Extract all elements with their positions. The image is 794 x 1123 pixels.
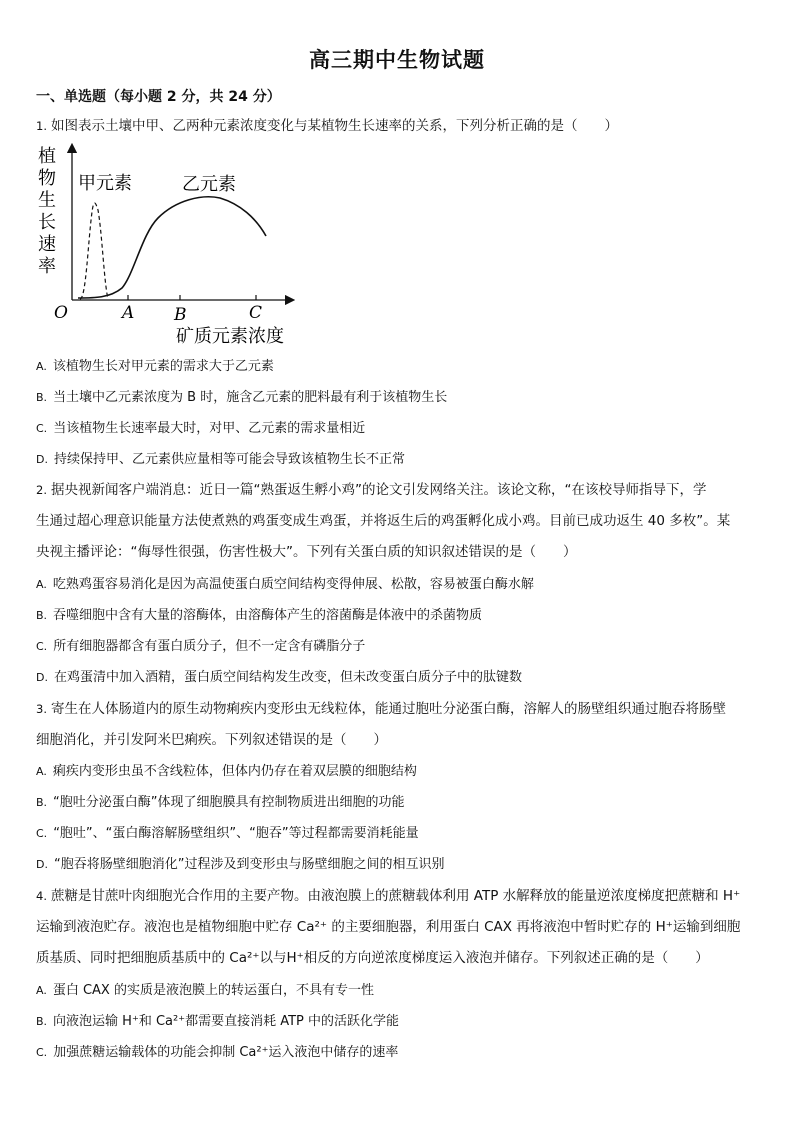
y-axis-label-char: 物 — [38, 168, 56, 189]
y-axis-label-char: 速 — [38, 234, 56, 255]
y-axis-label-char: 长 — [38, 212, 56, 233]
tick-c: C — [249, 303, 263, 323]
q2-option-c: C. 所有细胞器都含有蛋白质分子，但不一定含有磷脂分子 — [36, 639, 366, 654]
q3-option-d: D. “胞吞将肠壁细胞消化”过程涉及到变形虫与肠壁细胞之间的相互识别 — [36, 857, 445, 872]
question-1-stem — [36, 120, 618, 134]
label-jia: 甲元素 — [78, 173, 132, 194]
section-heading: 一、单选题（每小题 2 分，共 24 分） — [36, 89, 281, 105]
question-2-line-2: 生通过超心理意识能量方法使煮熟的鸡蛋变成生鸡蛋，并将返生后的鸡蛋孵化成小鸡。目前已成功返生 40 多枚”。某 — [36, 513, 731, 529]
origin-label: O — [54, 303, 68, 323]
label-yi: 乙元素 — [182, 174, 236, 195]
q1-option-b: B. 当土壤中乙元素浓度为 B 时，施含乙元素的肥料最有利于该植物生长 — [36, 390, 448, 405]
q1-option-d: D. 持续保持甲、乙元素供应量相等可能会导致该植物生长不正常 — [36, 452, 405, 467]
question-number: 1. — [36, 119, 47, 133]
question-2-line-3: 央视主播评论：“侮辱性很强，伤害性极大”。下列有关蛋白质的知识叙述错误的是（ ） — [36, 544, 577, 560]
q2-option-b: B. 吞噬细胞中含有大量的溶酶体，由溶酶体产生的溶菌酶是体液中的杀菌物质 — [36, 608, 483, 623]
q3-option-b: B. “胞吐分泌蛋白酶”体现了细胞膜具有控制物质进出细胞的功能 — [36, 795, 405, 810]
q4-option-c: C. 加强蔗糖运输载体的功能会抑制 Ca²⁺运入液泡中储存的速率 — [36, 1045, 399, 1060]
q2-option-d: D. 在鸡蛋清中加入酒精，蛋白质空间结构发生改变，但未改变蛋白质分子中的肽键数 — [36, 670, 522, 685]
curve-yi — [78, 197, 266, 298]
question-3-line-2: 细胞消化，并引发阿米巴痢疾。下列叙述错误的是（ ） — [36, 732, 387, 748]
question-4-line-1: 4. 蔗糖是甘蔗叶肉细胞光合作用的主要产物。由液泡膜上的蔗糖载体利用 ATP 水解释放的能量逆浓度梯度把蔗糖和 H⁺ — [36, 888, 741, 904]
q4-option-b: B. 向液泡运输 H⁺和 Ca²⁺都需要直接消耗 ATP 中的活跃化学能 — [36, 1014, 399, 1029]
q3-option-c: C. “胞吐”、“蛋白酶溶解肠壁组织”、“胞吞”等过程都需要消耗能量 — [36, 826, 419, 841]
y-axis-label-char: 率 — [38, 256, 56, 277]
tick-a: A — [122, 303, 135, 323]
question-text: 如图表示土壤中甲、乙两种元素浓度变化与某植物生长速率的关系，下列分析正确的是（ ） — [50, 118, 618, 134]
page-title: 高三期中生物试题 — [309, 47, 485, 72]
tick-b: B — [174, 305, 187, 325]
q3-option-a: A. 痢疾内变形虫虽不含线粒体，但体内仍存在着双层膜的细胞结构 — [36, 764, 417, 779]
q1-option-a: A. 该植物生长对甲元素的需求大于乙元素 — [36, 359, 274, 374]
curve-jia — [80, 203, 108, 299]
q2-option-a: A. 吃熟鸡蛋容易消化是因为高温使蛋白质空间结构变得伸展、松散，容易被蛋白酶水解 — [36, 577, 534, 592]
q4-option-a: A. 蛋白 CAX 的实质是液泡膜上的转运蛋白，不具有专一性 — [36, 983, 374, 998]
x-axis-label: 矿质元素浓度 — [176, 326, 284, 347]
q1-figure — [34, 142, 314, 350]
y-axis-label-char: 植 — [38, 146, 56, 167]
question-2-line-1: 2. 据央视新闻客户端消息：近日一篇“熟蛋返生孵小鸡”的论文引发网络关注。该论文称，“在该校导师指导下，学 — [36, 482, 707, 498]
question-3-line-1: 3. 寄生在人体肠道内的原生动物痢疾内变形虫无线粒体，能通过胞吐分泌蛋白酶，溶解人的肠壁组织通过胞吞将肠壁 — [36, 701, 726, 717]
q1-option-c: C. 当该植物生长速率最大时，对甲、乙元素的需求量相近 — [36, 421, 366, 436]
y-axis-label-char: 生 — [38, 190, 56, 211]
question-4-line-3: 质基质、同时把细胞质基质中的 Ca²⁺以与H⁺相反的方向逆浓度梯度运入液泡并储存。下列叙述正确的是（ ） — [36, 950, 709, 966]
question-4-line-2: 运输到液泡贮存。液泡也是植物细胞中贮存 Ca²⁺ 的主要细胞器，利用蛋白 CAX 再将液泡中暂时贮存的 H⁺运输到细胞 — [36, 919, 741, 935]
